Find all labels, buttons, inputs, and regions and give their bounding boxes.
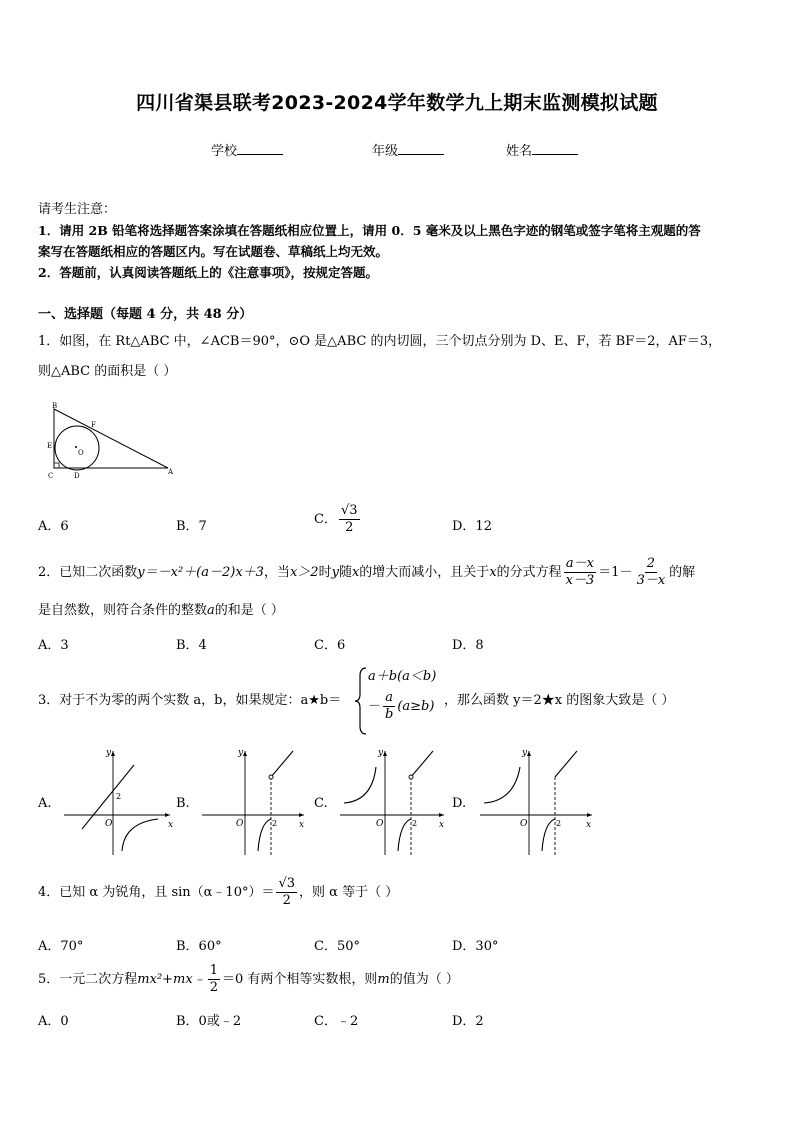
label-f: F bbox=[91, 421, 96, 429]
two-label: 2 bbox=[556, 819, 562, 828]
graph-curve-left bbox=[344, 767, 376, 803]
x-label: x bbox=[299, 820, 305, 830]
frac-den: b bbox=[385, 707, 394, 722]
grade-label: 年级 bbox=[372, 144, 399, 159]
q5-text: ＝0 有两个相等实数根，则 bbox=[221, 972, 378, 987]
triangle-abc bbox=[54, 409, 168, 468]
center-point bbox=[75, 446, 77, 448]
q2-var-x: x bbox=[351, 565, 360, 580]
notice-item1-line1: 1．请用 2B 铅笔将选择题答案涂填在答题纸相应位置上，请用 0．5 毫米及以上黑色字迹的钢笔或签字笔将主观题的答 bbox=[38, 223, 701, 238]
y-label: y bbox=[378, 748, 384, 758]
q2-option-b[interactable]: B．4 bbox=[176, 638, 207, 653]
graph-line bbox=[411, 751, 433, 777]
q3-graph-c bbox=[336, 747, 448, 859]
q5-option-a[interactable]: A．0 bbox=[38, 1014, 69, 1029]
x-label: x bbox=[168, 820, 174, 830]
q5-stem bbox=[38, 963, 459, 996]
y-label: y bbox=[522, 748, 528, 758]
frac-den: 2 bbox=[282, 893, 291, 908]
x-label: x bbox=[439, 820, 445, 830]
q1-triangle-figure bbox=[40, 398, 180, 484]
q1-option-c-prefix: C． bbox=[314, 512, 337, 527]
q2-text: 的分式方程 bbox=[496, 565, 562, 580]
frac-den: 2 bbox=[345, 520, 354, 535]
q5-var-m: m bbox=[377, 972, 390, 987]
q3-case2 bbox=[368, 690, 434, 723]
frac-den: 3－x bbox=[636, 573, 666, 588]
name-field bbox=[506, 140, 578, 159]
notice-heading: 请考生注意： bbox=[38, 202, 117, 217]
name-blank bbox=[532, 142, 578, 155]
school-blank bbox=[237, 142, 283, 155]
graph-curve bbox=[122, 819, 158, 851]
q1-line2: 则△ABC 的面积是（ ） bbox=[38, 364, 177, 379]
page-title: 四川省渠县联考2023-2024学年数学九上期末监测模拟试题 bbox=[136, 92, 658, 114]
label-b: B bbox=[52, 402, 58, 410]
q4-option-c[interactable]: C．50° bbox=[314, 939, 360, 954]
graph-curve bbox=[258, 819, 271, 851]
origin-label: O bbox=[236, 819, 244, 829]
y-arrow bbox=[527, 751, 531, 756]
school-label: 学校 bbox=[211, 144, 238, 159]
open-point bbox=[269, 775, 273, 779]
q2-var-y: y bbox=[331, 565, 339, 580]
frac-den: x－3 bbox=[565, 573, 595, 588]
x-label: x bbox=[586, 820, 592, 830]
q3-option-a[interactable]: A. bbox=[38, 796, 52, 811]
notice-item1-line2: 案写在答题纸相应的答题区内。写在试题卷、草稿纸上均无效。 bbox=[38, 244, 389, 259]
two-label: 2 bbox=[272, 819, 278, 828]
school-field bbox=[211, 140, 283, 159]
x-arrow bbox=[587, 813, 592, 817]
q1-option-c[interactable] bbox=[314, 503, 362, 536]
q2-lhs-fraction bbox=[564, 556, 597, 589]
label-e: E bbox=[47, 442, 53, 450]
q1-option-a[interactable]: A．6 bbox=[38, 519, 69, 534]
graph-line bbox=[555, 751, 577, 777]
q3-minus: － bbox=[368, 699, 382, 714]
x-arrow bbox=[165, 813, 170, 817]
label-c: C bbox=[48, 472, 54, 480]
two-label: 2 bbox=[116, 792, 122, 801]
q2-option-a[interactable]: A．3 bbox=[38, 638, 69, 653]
q2-text: 的解 bbox=[669, 565, 696, 580]
q2-var-a: a bbox=[207, 603, 215, 618]
section-heading: 一、选择题（每题 4 分，共 48 分） bbox=[38, 307, 253, 322]
q1-option-b[interactable]: B．7 bbox=[176, 519, 207, 534]
q4-option-d[interactable]: D．30° bbox=[452, 939, 499, 954]
y-arrow bbox=[383, 751, 387, 756]
q2-option-d[interactable]: D．8 bbox=[452, 638, 484, 653]
frac-num: a－x bbox=[565, 556, 595, 571]
q3-case1: a＋b(a＜b) bbox=[368, 669, 437, 684]
q1-line1: 1．如图，在 Rt△ABC 中，∠ACB＝90°，⊙O 是△ABC 的内切圆，三个切点分别为 D、E、F，若 BF＝2，AF＝3， bbox=[38, 334, 722, 349]
q3-text-part1: 3．对于不为零的两个实数 a，b，如果规定：a★b＝ bbox=[38, 693, 342, 708]
q4-fraction bbox=[276, 876, 297, 909]
q3-brace bbox=[354, 666, 368, 736]
q3-graph-b bbox=[196, 747, 308, 859]
y-label: y bbox=[106, 748, 112, 758]
q3-text-part2: ，那么函数 y＝2★x 的图象大致是（ ） bbox=[444, 693, 675, 708]
q4-text: 4．已知 α 为锐角，且 sin（α﹣10°）＝ bbox=[38, 885, 275, 900]
q2-text: ，当 bbox=[263, 565, 290, 580]
q5-option-b[interactable]: B．0或﹣2 bbox=[176, 1014, 242, 1029]
graph-line bbox=[271, 751, 293, 777]
q2-condition: x＞2 bbox=[289, 565, 319, 580]
q3-option-d[interactable]: D. bbox=[452, 796, 467, 811]
q3-case2-fraction bbox=[383, 690, 395, 723]
origin-label: O bbox=[520, 819, 528, 829]
q2-line2 bbox=[38, 601, 284, 621]
q3-option-b[interactable]: B. bbox=[176, 796, 190, 811]
q5-fraction bbox=[208, 963, 220, 996]
q2-option-c[interactable]: C．6 bbox=[314, 638, 346, 653]
q2-var-x: x bbox=[489, 565, 497, 580]
q3-graph-d bbox=[476, 747, 596, 859]
q5-option-d[interactable]: D．2 bbox=[452, 1014, 484, 1029]
q4-text: ，则 α 等于（ ） bbox=[299, 885, 399, 900]
q4-option-a[interactable]: A．70° bbox=[38, 939, 84, 954]
q5-expression: mx²+mx﹣ bbox=[137, 972, 206, 987]
q2-line1 bbox=[38, 556, 695, 589]
q4-stem bbox=[38, 876, 398, 909]
graph-curve-right bbox=[398, 819, 411, 851]
frac-num: 2 bbox=[646, 556, 655, 571]
label-o: O bbox=[78, 449, 84, 457]
right-angle-mark bbox=[54, 463, 59, 468]
q3-graph-a bbox=[62, 747, 174, 859]
x-arrow bbox=[299, 813, 304, 817]
incircle bbox=[55, 426, 99, 470]
q4-option-b[interactable]: B．60° bbox=[176, 939, 222, 954]
grade-blank bbox=[398, 142, 444, 155]
grade-field bbox=[372, 140, 444, 159]
q2-text: 时 bbox=[318, 565, 332, 580]
two-label: 2 bbox=[412, 819, 418, 828]
graph-curve-right bbox=[542, 819, 555, 851]
q5-option-c[interactable]: C．﹣2 bbox=[314, 1014, 359, 1029]
y-arrow bbox=[243, 751, 247, 756]
q5-text: 5．一元二次方程 bbox=[38, 972, 138, 987]
q2-rhs-fraction bbox=[635, 556, 668, 589]
q2-text: 的增大而减小，且关于 bbox=[359, 565, 490, 580]
origin-label: O bbox=[376, 819, 384, 829]
frac-num: √3 bbox=[278, 876, 296, 891]
y-arrow bbox=[111, 751, 115, 756]
graph-curve-left bbox=[484, 767, 520, 803]
name-label: 姓名 bbox=[506, 144, 533, 159]
label-d: D bbox=[74, 472, 80, 480]
frac-num: a bbox=[385, 690, 394, 705]
q2-text: 的和是（ ） bbox=[214, 603, 284, 618]
q2-function: y＝－x²＋(a－2)x＋3 bbox=[137, 565, 264, 580]
q2-text: 2．已知二次函数 bbox=[38, 565, 138, 580]
q2-text: 随 bbox=[338, 565, 352, 580]
q3-option-c[interactable]: C. bbox=[314, 796, 328, 811]
q2-text: 是自然数，则符合条件的整数 bbox=[38, 603, 208, 618]
open-point bbox=[409, 775, 413, 779]
q2-text: ＝1－ bbox=[598, 565, 633, 580]
frac-num: 1 bbox=[209, 963, 218, 978]
q5-text: 的值为（ ） bbox=[389, 972, 459, 987]
q3-case2-condition: (a≥b) bbox=[397, 699, 435, 714]
frac-num: √3 bbox=[340, 503, 358, 518]
q1-option-c-fraction bbox=[339, 503, 360, 536]
y-label: y bbox=[238, 748, 244, 758]
frac-den: 2 bbox=[209, 980, 218, 995]
origin-label: O bbox=[105, 819, 113, 829]
x-arrow bbox=[439, 813, 444, 817]
notice-item2: 2．答题前，认真阅读答题纸上的《注意事项》，按规定答题。 bbox=[38, 265, 378, 280]
q1-option-d[interactable]: D．12 bbox=[452, 519, 492, 534]
label-a: A bbox=[168, 468, 174, 476]
